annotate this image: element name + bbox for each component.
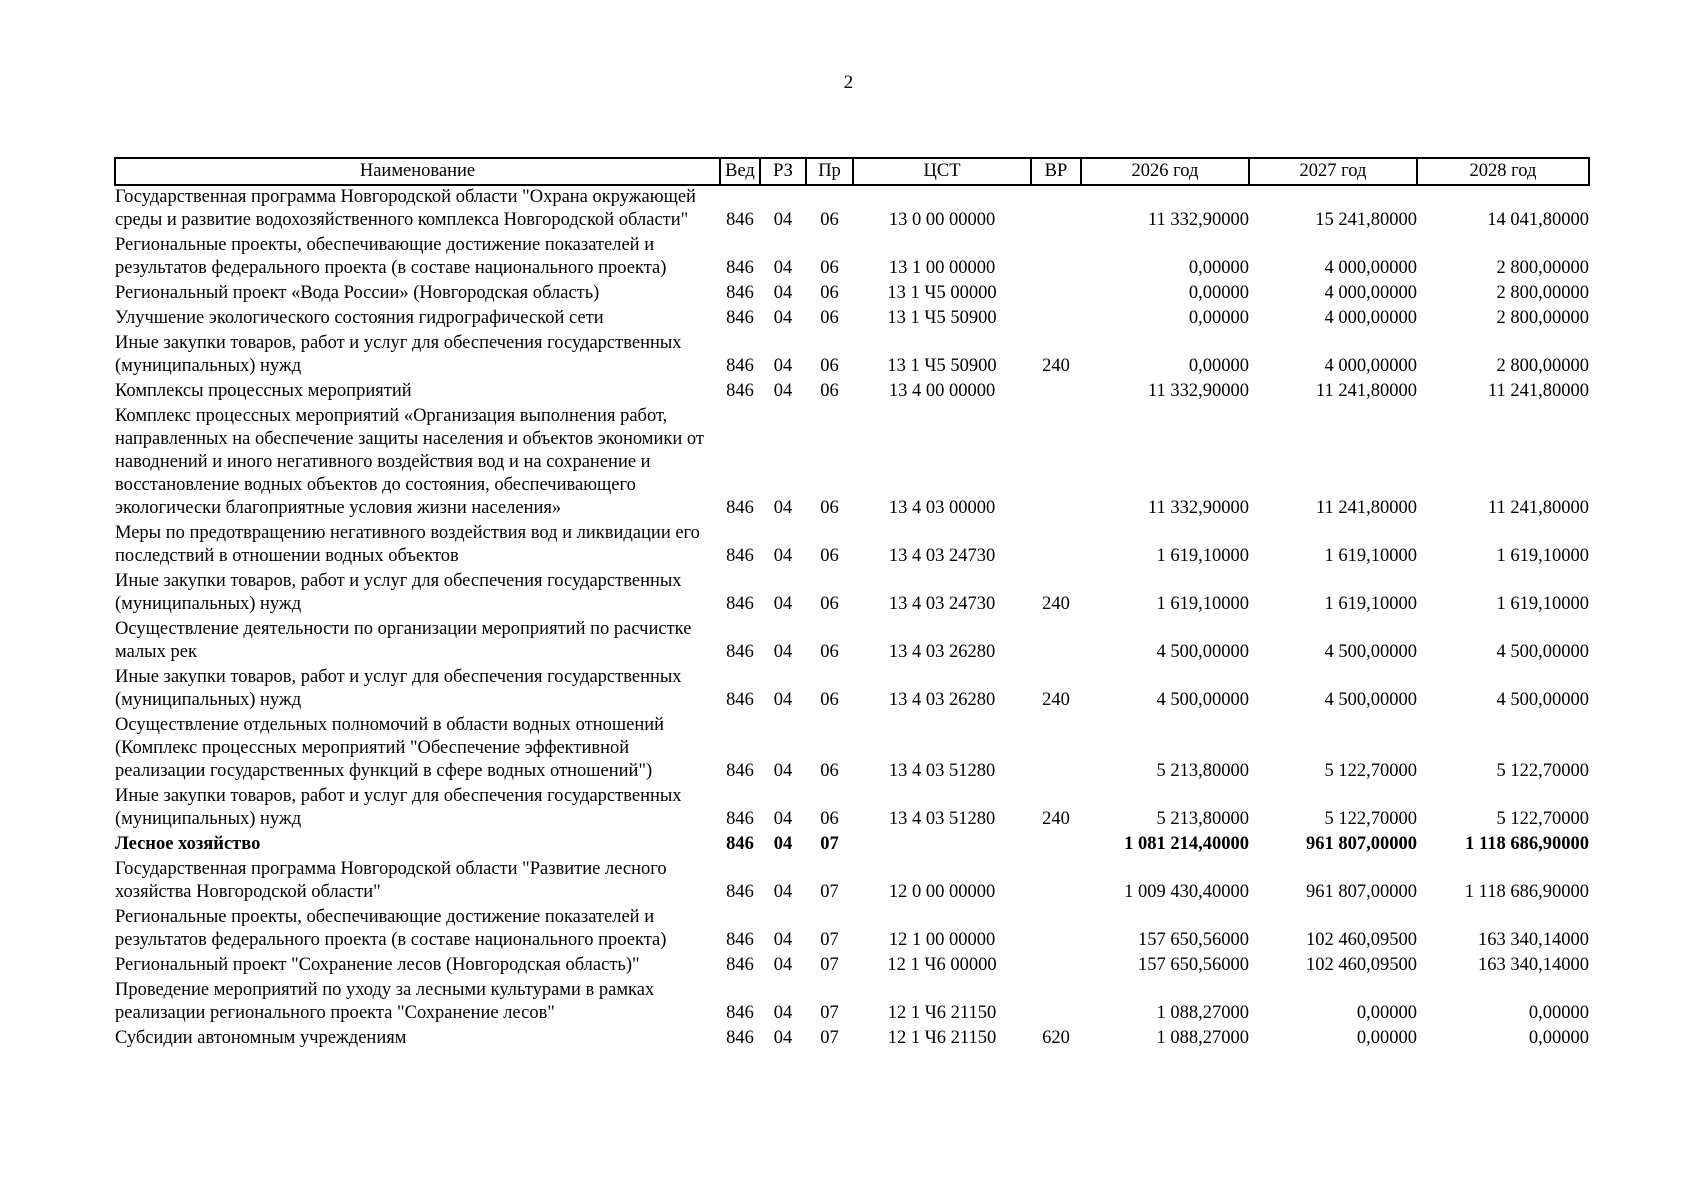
cell-ved: 846 [726,594,754,614]
cell-2027: 961 807,00000 [1306,882,1417,902]
cell-rz: 04 [773,308,793,328]
cell-2028: 1 118 686,90000 [1464,882,1589,902]
cell-rz: 04 [773,930,793,950]
cell-2026: 157 650,56000 [1138,955,1249,975]
cell-name: Лесное хозяйство [115,834,261,854]
cell-2028: 163 340,14000 [1478,930,1589,950]
cell-name: Улучшение экологического состояния гидрографической сети [115,308,604,328]
cell-ved: 846 [726,210,754,230]
cell-pr: 06 [820,761,839,781]
cell-pr: 06 [820,381,839,401]
cell-cst: 13 4 03 26280 [888,642,996,662]
cell-rz: 04 [773,258,793,278]
cell-vr: 240 [1042,809,1070,829]
cell-2027: 4 000,00000 [1324,356,1417,376]
cell-cst: 13 1 Ч5 00000 [887,283,997,303]
cell-vr: 240 [1042,356,1070,376]
cell-cst: 13 4 03 26280 [888,690,996,710]
header-name: Наименование [115,158,720,185]
cell-rz: 04 [773,809,793,829]
cell-name: Проведение мероприятий по уходу за лесными культурами в рамках реализации регионального проекта "Сохранение лесов" [115,980,655,1023]
cell-vr [1031,714,1081,785]
table-row [115,522,1589,570]
cell-pr: 06 [820,308,839,328]
table-row [115,858,1589,906]
cell-2026: 0,00000 [1188,283,1249,303]
cell-ved: 846 [726,381,754,401]
cell-cst: 13 1 Ч5 50900 [887,308,997,328]
cell-ved: 846 [726,308,754,328]
table-row [115,714,1589,785]
cell-rz: 04 [773,546,793,566]
cell-2026: 0,00000 [1188,356,1249,376]
table-row [115,405,1589,522]
header-ved: Вед [720,158,760,185]
cell-2027: 102 460,09500 [1306,930,1417,950]
cell-pr: 07 [820,1028,839,1048]
cell-rz: 04 [773,210,793,230]
header-rz: РЗ [760,158,806,185]
cell-2027: 11 241,80000 [1315,498,1417,518]
cell-2026: 0,00000 [1188,258,1249,278]
cell-2028: 1 619,10000 [1496,546,1589,566]
cell-2028: 2 800,00000 [1496,308,1589,328]
cell-rz: 04 [773,642,793,662]
cell-cst: 12 1 Ч6 00000 [887,955,997,975]
table-row [115,833,1589,858]
cell-2028: 4 500,00000 [1496,642,1589,662]
cell-ved: 846 [726,642,754,662]
cell-2028: 11 241,80000 [1487,381,1589,401]
header-cst: ЦСТ [853,158,1031,185]
cell-cst: 13 4 03 00000 [888,498,996,518]
cell-pr: 06 [820,258,839,278]
cell-ved: 846 [726,834,754,854]
cell-2026: 5 213,80000 [1156,809,1249,829]
cell-cst: 12 0 00 00000 [888,882,996,902]
cell-2027: 0,00000 [1356,1003,1417,1023]
cell-2026: 0,00000 [1188,308,1249,328]
cell-name: Региональные проекты, обеспечивающие достижение показателей и результатов федерального проекта (в составе национального проекта) [115,235,667,278]
header-pr: Пр [806,158,853,185]
cell-ved: 846 [726,690,754,710]
cell-vr [1031,185,1081,234]
cell-2027: 4 000,00000 [1324,283,1417,303]
cell-ved: 846 [726,546,754,566]
cell-2027: 4 000,00000 [1324,308,1417,328]
cell-2026: 1 619,10000 [1156,546,1249,566]
cell-ved: 846 [726,1003,754,1023]
cell-2027: 1 619,10000 [1324,594,1417,614]
cell-2026: 1 009 430,40000 [1124,882,1249,902]
cell-2028: 11 241,80000 [1487,498,1589,518]
cell-vr [1031,833,1081,858]
cell-2026: 1 088,27000 [1156,1028,1249,1048]
cell-pr: 07 [820,1003,839,1023]
cell-cst: 13 1 Ч5 50900 [887,356,997,376]
table-row [115,1027,1589,1052]
cell-vr: 240 [1042,594,1070,614]
cell-2028: 1 118 686,90000 [1465,834,1589,854]
cell-2026: 1 081 214,40000 [1124,834,1249,854]
cell-2028: 5 122,70000 [1496,809,1589,829]
cell-name: Региональный проект "Сохранение лесов (Новгородская область)" [115,955,640,975]
table-row [115,666,1589,714]
cell-vr [1031,979,1081,1027]
cell-ved: 846 [726,283,754,303]
cell-cst [853,833,1031,858]
cell-ved: 846 [726,809,754,829]
cell-cst: 12 1 Ч6 21150 [887,1028,997,1048]
cell-2026: 11 332,90000 [1147,210,1249,230]
header-vr: ВР [1031,158,1081,185]
cell-ved: 846 [726,258,754,278]
cell-2027: 5 122,70000 [1324,809,1417,829]
cell-pr: 06 [820,594,839,614]
cell-2028: 5 122,70000 [1496,761,1589,781]
cell-2027: 961 807,00000 [1306,834,1417,854]
cell-pr: 06 [820,210,839,230]
cell-rz: 04 [773,955,793,975]
table-row [115,380,1589,405]
cell-pr: 06 [820,642,839,662]
cell-cst: 13 4 00 00000 [888,381,996,401]
cell-pr: 06 [820,283,839,303]
cell-2026: 5 213,80000 [1156,761,1249,781]
table-row [115,785,1589,833]
cell-rz: 04 [773,761,793,781]
cell-pr: 07 [820,930,839,950]
budget-table [114,157,1590,1052]
cell-name: Иные закупки товаров, работ и услуг для обеспечения государственных (муниципальных) нужд [115,667,682,710]
cell-pr: 06 [820,809,839,829]
cell-2028: 2 800,00000 [1496,258,1589,278]
cell-cst: 12 1 00 00000 [888,930,996,950]
table-row [115,185,1589,234]
cell-2028: 0,00000 [1528,1003,1589,1023]
table-row [115,282,1589,307]
cell-2027: 4 000,00000 [1324,258,1417,278]
cell-ved: 846 [726,930,754,950]
cell-rz: 04 [773,1003,793,1023]
cell-pr: 07 [820,834,839,854]
cell-cst: 12 1 Ч6 21150 [887,1003,997,1023]
header-2028: 2028 год [1417,158,1589,185]
cell-vr [1031,405,1081,522]
cell-2026: 1 619,10000 [1156,594,1249,614]
cell-ved: 846 [726,498,754,518]
cell-cst: 13 4 03 24730 [888,594,996,614]
cell-2027: 5 122,70000 [1324,761,1417,781]
cell-2028: 4 500,00000 [1496,690,1589,710]
cell-2026: 157 650,56000 [1138,930,1249,950]
cell-2027: 102 460,09500 [1306,955,1417,975]
cell-2028: 14 041,80000 [1487,210,1589,230]
table-row [115,570,1589,618]
cell-vr: 240 [1042,690,1070,710]
cell-cst: 13 0 00 00000 [888,210,996,230]
cell-name: Государственная программа Новгородской области "Развитие лесного хозяйства Новгородской области" [115,859,667,902]
table-body [115,185,1589,1052]
cell-2027: 11 241,80000 [1315,381,1417,401]
cell-name: Иные закупки товаров, работ и услуг для обеспечения государственных (муниципальных) нужд [115,333,682,376]
header-2026: 2026 год [1081,158,1249,185]
cell-2028: 1 619,10000 [1496,594,1589,614]
cell-name: Комплекс процессных мероприятий «Организация выполнения работ, направленных на обеспечение защиты населения и объектов экономики от наводнений и иного негативного воздействия вод и на сохранение и восстановление водных объектов до состояния, обеспечивающего экологически благоприятные условия жизни населения» [115,406,705,518]
cell-2028: 0,00000 [1528,1028,1589,1048]
cell-name: Осуществление деятельности по организации мероприятий по расчистке малых рек [115,619,692,662]
table-row [115,332,1589,380]
cell-name: Субсидии автономным учреждениям [115,1028,407,1048]
cell-vr [1031,522,1081,570]
cell-2028: 163 340,14000 [1478,955,1589,975]
cell-rz: 04 [773,356,793,376]
cell-2026: 11 332,90000 [1147,381,1249,401]
cell-rz: 04 [773,834,793,854]
cell-pr: 06 [820,546,839,566]
cell-2028: 2 800,00000 [1496,356,1589,376]
cell-name: Государственная программа Новгородской области "Охрана окружающей среды и развитие водохозяйственного комплекса Новгородской области" [115,187,696,230]
cell-pr: 06 [820,498,839,518]
cell-pr: 06 [820,356,839,376]
cell-cst: 13 1 00 00000 [888,258,996,278]
cell-vr [1031,858,1081,906]
cell-2027: 1 619,10000 [1324,546,1417,566]
cell-cst: 13 4 03 24730 [888,546,996,566]
cell-ved: 846 [726,882,754,902]
table-row [115,954,1589,979]
header-row [115,158,1589,185]
cell-name: Меры по предотвращению негативного воздействия вод и ликвидации его последствий в отношении водных объектов [115,523,700,566]
table-row [115,307,1589,332]
cell-2026: 4 500,00000 [1156,690,1249,710]
cell-vr [1031,954,1081,979]
page-number: 2 [843,72,854,93]
cell-name: Осуществление отдельных полномочий в области водных отношений (Комплекс процессных мероприятий "Обеспечение эффективной реализации государственных функций в сфере водных отношений") [115,715,665,781]
cell-2027: 4 500,00000 [1324,690,1417,710]
cell-vr [1031,380,1081,405]
cell-rz: 04 [773,690,793,710]
cell-vr: 620 [1042,1028,1070,1048]
cell-2026: 11 332,90000 [1147,498,1249,518]
cell-2026: 1 088,27000 [1156,1003,1249,1023]
cell-ved: 846 [726,955,754,975]
cell-rz: 04 [773,882,793,902]
cell-ved: 846 [726,356,754,376]
cell-ved: 846 [726,1028,754,1048]
table-header [115,158,1589,185]
cell-pr: 07 [820,882,839,902]
cell-pr: 07 [820,955,839,975]
cell-rz: 04 [773,594,793,614]
cell-pr: 06 [820,690,839,710]
cell-vr [1031,234,1081,282]
cell-2027: 0,00000 [1356,1028,1417,1048]
cell-ved: 846 [726,761,754,781]
cell-rz: 04 [773,1028,793,1048]
cell-vr [1031,282,1081,307]
header-2027: 2027 год [1249,158,1417,185]
cell-2027: 4 500,00000 [1324,642,1417,662]
cell-name: Комплексы процессных мероприятий [115,381,412,401]
cell-2028: 2 800,00000 [1496,283,1589,303]
cell-vr [1031,618,1081,666]
cell-rz: 04 [773,381,793,401]
cell-name: Иные закупки товаров, работ и услуг для обеспечения государственных (муниципальных) нужд [115,786,682,829]
cell-cst: 13 4 03 51280 [888,761,996,781]
table-row [115,618,1589,666]
cell-name: Региональный проект «Вода России» (Новгородская область) [115,283,600,303]
cell-rz: 04 [773,283,793,303]
table-row [115,979,1589,1027]
cell-name: Иные закупки товаров, работ и услуг для обеспечения государственных (муниципальных) нужд [115,571,682,614]
cell-vr [1031,906,1081,954]
cell-vr [1031,307,1081,332]
table-row [115,234,1589,282]
cell-rz: 04 [773,498,793,518]
cell-name: Региональные проекты, обеспечивающие достижение показателей и результатов федерального проекта (в составе национального проекта) [115,907,667,950]
table-row [115,906,1589,954]
cell-2026: 4 500,00000 [1156,642,1249,662]
cell-cst: 13 4 03 51280 [888,809,996,829]
cell-2027: 15 241,80000 [1315,210,1417,230]
